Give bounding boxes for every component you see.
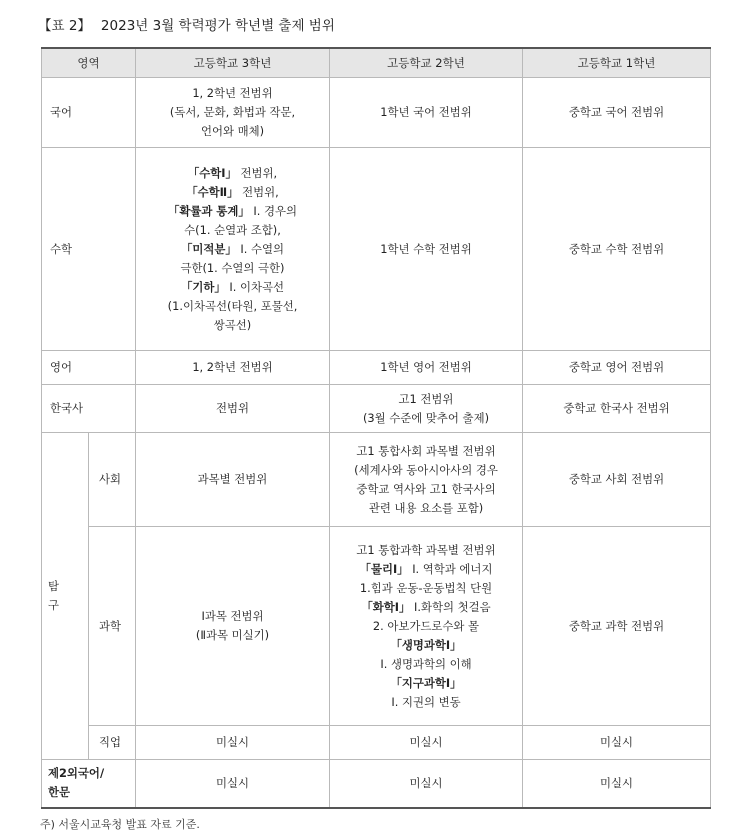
science-grade2-line: 「물리Ⅰ」 Ⅰ. 역학과 에너지	[359, 561, 493, 576]
caption-tag: 【표 2】	[38, 18, 91, 34]
history-grade1: 중학교 한국사 전범위	[523, 385, 711, 433]
table-row-english	[42, 351, 711, 385]
sub-label-social: 사회	[89, 433, 136, 527]
footnote: 주) 서울시교육청 발표 자료 기준.	[40, 818, 200, 831]
math-grade3-line: 「수학Ⅰ」 전범위,	[187, 165, 278, 180]
table-row-second-language	[42, 760, 711, 808]
table-row-science	[42, 527, 711, 726]
math-grade3-line: 「수학Ⅱ」 전범위,	[186, 184, 279, 199]
science-grade2-line: Ⅰ. 생명과학의 이해	[380, 656, 472, 671]
math-grade3-line: 수(1. 순열과 조합),	[184, 222, 281, 237]
english-grade2: 1학년 영어 전범위	[330, 351, 523, 385]
row-label-second-language	[42, 760, 136, 808]
row-label-korean: 국어	[42, 78, 136, 148]
table-row-social	[42, 433, 711, 527]
header-grade1: 고등학교 1학년	[523, 48, 711, 78]
science-grade2-line: 「지구과학Ⅰ」	[390, 675, 462, 690]
history-grade3: 전범위	[136, 385, 330, 433]
science-grade2-line: 1.힘과 운동-운동법칙 단원	[359, 580, 493, 595]
math-grade3-line: 「미적분」 Ⅰ. 수열의	[180, 241, 285, 256]
korean-grade3-line: 언어와 매체)	[200, 124, 265, 138]
science-grade2-line: 「화학Ⅰ」 Ⅰ.화학의 첫걸음	[361, 599, 491, 614]
social-grade2	[330, 433, 523, 527]
table-row-math	[42, 148, 711, 351]
math-grade2: 1학년 수학 전범위	[330, 148, 523, 351]
header-area: 영역	[42, 48, 136, 78]
social-grade3: 과목별 전범위	[136, 433, 330, 527]
header-grade2: 고등학교 2학년	[330, 48, 523, 78]
sub-label-job: 직업	[89, 726, 136, 760]
math-grade3-line: (1.이차곡선(타원, 포물선,	[167, 298, 298, 313]
job-grade2: 미실시	[330, 726, 523, 760]
english-grade3: 1, 2학년 전범위	[136, 351, 330, 385]
korean-grade1: 중학교 국어 전범위	[523, 78, 711, 148]
row-label-english: 영어	[42, 351, 136, 385]
social-grade1: 중학교 사회 전범위	[523, 433, 711, 527]
science-grade3-line: (Ⅱ과목 미실기)	[195, 628, 270, 642]
social-grade2-line: 관련 내용 요소를 포함)	[368, 500, 484, 515]
science-grade2	[330, 527, 523, 726]
math-grade3-line: 쌍곡선)	[213, 317, 252, 332]
table-header-row	[42, 48, 711, 78]
korean-grade2: 1학년 국어 전범위	[330, 78, 523, 148]
table-row-job	[42, 726, 711, 760]
math-grade3-line: 「기하」 Ⅰ. 이차곡선	[180, 279, 285, 294]
table-row-history	[42, 385, 711, 433]
social-grade2-line: 고1 통합사회 과목별 전범위	[356, 443, 496, 458]
job-grade3: 미실시	[136, 726, 330, 760]
math-grade3	[136, 148, 330, 351]
korean-grade3	[136, 78, 330, 148]
korean-grade3-line: (독서, 문화, 화법과 작문,	[169, 105, 296, 119]
sub-label-science: 과학	[89, 527, 136, 726]
table-caption	[38, 14, 335, 34]
second-language-grade2: 미실시	[330, 760, 523, 808]
caption-title: 2023년 3월 학력평가 학년별 출제 범위	[100, 18, 335, 34]
second-language-label-line: 제2외국어/	[48, 766, 105, 781]
math-grade3-line: 극한(1. 수열의 극한)	[180, 260, 285, 275]
science-grade2-line: 고1 통합과학 과목별 전범위	[356, 542, 496, 557]
row-label-math: 수학	[42, 148, 136, 351]
table-row-korean	[42, 78, 711, 148]
second-language-label-line: 한문	[48, 785, 71, 800]
science-grade3-line: Ⅰ과목 전범위	[201, 609, 264, 623]
science-grade2-line: 2. 아보가드로수와 몰	[372, 618, 480, 633]
science-grade3	[136, 527, 330, 726]
second-language-grade3: 미실시	[136, 760, 330, 808]
social-grade2-line: (세계사와 동아시아사의 경우	[354, 462, 498, 477]
science-grade2-line: 「생명과학Ⅰ」	[390, 637, 462, 652]
history-grade2-line: (3월 수준에 맞추어 출제)	[362, 410, 490, 425]
exam-scope-table	[41, 47, 711, 809]
science-grade1: 중학교 과학 전범위	[523, 527, 711, 726]
science-grade2-line: Ⅰ. 지권의 변동	[391, 694, 461, 709]
social-grade2-line: 중학교 역사와 고1 한국사의	[356, 481, 496, 496]
history-grade2-line: 고1 전범위	[398, 391, 454, 406]
second-language-grade1: 미실시	[523, 760, 711, 808]
job-grade1: 미실시	[523, 726, 711, 760]
row-label-history: 한국사	[42, 385, 136, 433]
row-label-inquiry: 탐구	[42, 433, 89, 760]
history-grade2	[330, 385, 523, 433]
korean-grade3-line: 1, 2학년 전범위	[192, 86, 273, 100]
english-grade1: 중학교 영어 전범위	[523, 351, 711, 385]
header-grade3: 고등학교 3학년	[136, 48, 330, 78]
math-grade1: 중학교 수학 전범위	[523, 148, 711, 351]
math-grade3-line: 「확률과 통계」 Ⅰ. 경우의	[168, 203, 297, 218]
